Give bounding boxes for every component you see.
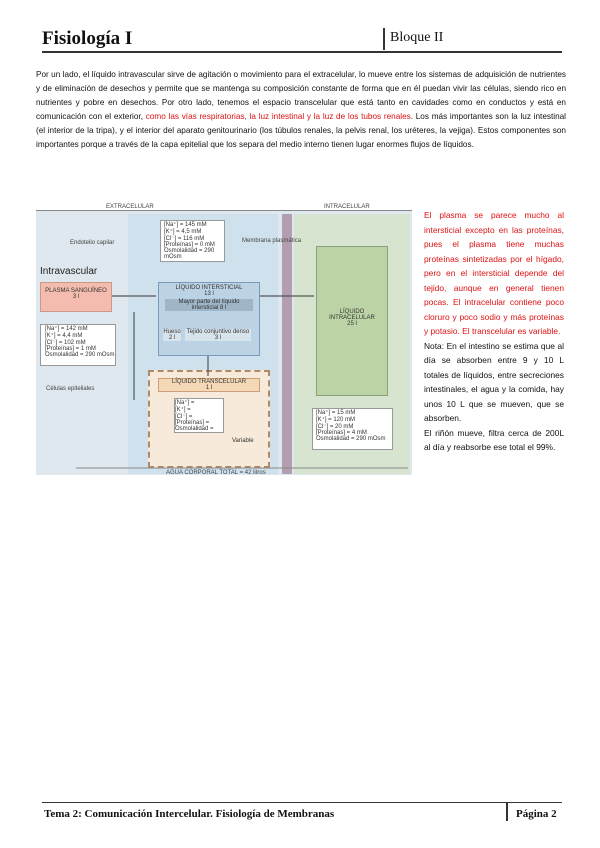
block-label: Bloque II xyxy=(390,30,444,45)
endotelio-label: Endotelio capilar xyxy=(70,240,115,246)
header-rule xyxy=(42,51,562,53)
sidebar-note-intestine: Nota: En el intestino se estima que al día se absorben entre 9 y 10 L totales de líquidos, entre secreciones intestinales, el agua y la comida, hay unos 10 L que se mueven, que se absorben. xyxy=(424,340,564,423)
trans-ions-box: [Na⁺] = [K⁺] = [Cl⁻] = [Proteínas] = Osmolalidad = xyxy=(174,398,224,433)
celulas-label: Células epiteliales xyxy=(46,386,95,392)
interstitial-box: LÍQUIDO INTERSTICIAL 13 l Mayor parte del líquido intersticial 8 l Hueso 2 l Tejido conjuntivo denso 3 l xyxy=(158,282,260,356)
figure-arrows xyxy=(36,200,412,490)
footer-rule xyxy=(42,802,562,803)
sidebar-notes xyxy=(424,208,564,455)
document-title: Fisiología I xyxy=(42,28,133,49)
header-separator xyxy=(383,28,385,50)
intravascular-label: Intravascular xyxy=(40,266,98,277)
page-number: Página 2 xyxy=(516,808,557,820)
intra-ions-box: [Na⁺] = 15 mM [K⁺] = 120 mM [Cl⁻] = 20 mM [Proteínas] = 4 mM Osmolalidad = 290 mOsm xyxy=(312,408,393,450)
sidebar-note-kidney: El riñón mueve, filtra cerca de 200L al día y reabsorbe ese total el 99%. xyxy=(424,427,564,452)
sidebar-comparison: El plasma se parece mucho al intersticial excepto en las proteínas, pues el plasma tiene muchas proteínas sintetizadas por el hígado, pero en el intersticial depende del tejido, aunque en general tienen pocas. El intracelular contiene poco cloruro y poco sodio y más proteínas y potasio. El transcelular es variable. xyxy=(424,210,564,336)
body-paragraph: Por un lado, el líquido intravascular sirve de agitación o movimiento para el extracelular, lo mueve entre los sistemas de adquisición de nutrientes y de eliminación de desechos y permite que se mantenga su composición constante de forma que en él puedan vivir las células, siendo rico en nutrientes y pobre en desechos. Por otro lado, tenemos el espacio transcelular que está tanto en cavidades como en conductos y está en comunicación con el exterior, como las vías respiratorias, la luz intestinal y la luz de los tubos renales. Los más importantes son la luz intestinal (el interior de la tripa), y el interior del aparato genitourinario (los túbulos renales, la pelvis renal, los uréteres, la vejiga). Estos componentes son importantes porque a través de la capa epitelial que los separa del medio interno tienen lugar enormes flujos de líquidos. xyxy=(36,70,566,150)
inter-ions-box: [Na⁺] = 145 mM [K⁺] = 4,5 mM [Cl⁻] = 116 mM [Proteínas] = 0 mM Osmolalidad = 290 mOsm xyxy=(160,220,225,262)
footer-topic: Tema 2: Comunicación Intercelular. Fisiología de Membranas xyxy=(44,808,335,820)
total-water-label: AGUA CORPORAL TOTAL = 42 litros xyxy=(166,470,266,476)
membrana-label: Membrana plasmática xyxy=(242,238,302,244)
intracelular-label: INTRACELULAR xyxy=(324,204,370,210)
plasma-ions-box: [Na⁺] = 142 mM [K⁺] = 4,4 mM [Cl⁻] = 102 mM [Proteínas] = 1 mM Osmolalidad = 290 mOsm xyxy=(40,324,116,366)
extracelular-label: EXTRACELULAR xyxy=(106,204,154,210)
intracellular-box: LÍQUIDO INTRACELULAR 25 l xyxy=(316,246,388,396)
transcellular-box: LÍQUIDO TRANSCELULAR 1 l xyxy=(158,378,260,392)
highlight-text: como las vías respiratorias, la luz intestinal y la luz de los tubos renales xyxy=(145,112,411,122)
footer-separator xyxy=(506,803,508,821)
transcellular-region: LÍQUIDO TRANSCELULAR 1 l [Na⁺] = [K⁺] = [Cl⁻] = [Proteínas] = Osmolalidad = Variable xyxy=(148,370,270,468)
plasma-box: PLASMA SANGUÍNEO 3 l xyxy=(40,282,112,312)
fluid-compartments-figure xyxy=(36,200,412,490)
